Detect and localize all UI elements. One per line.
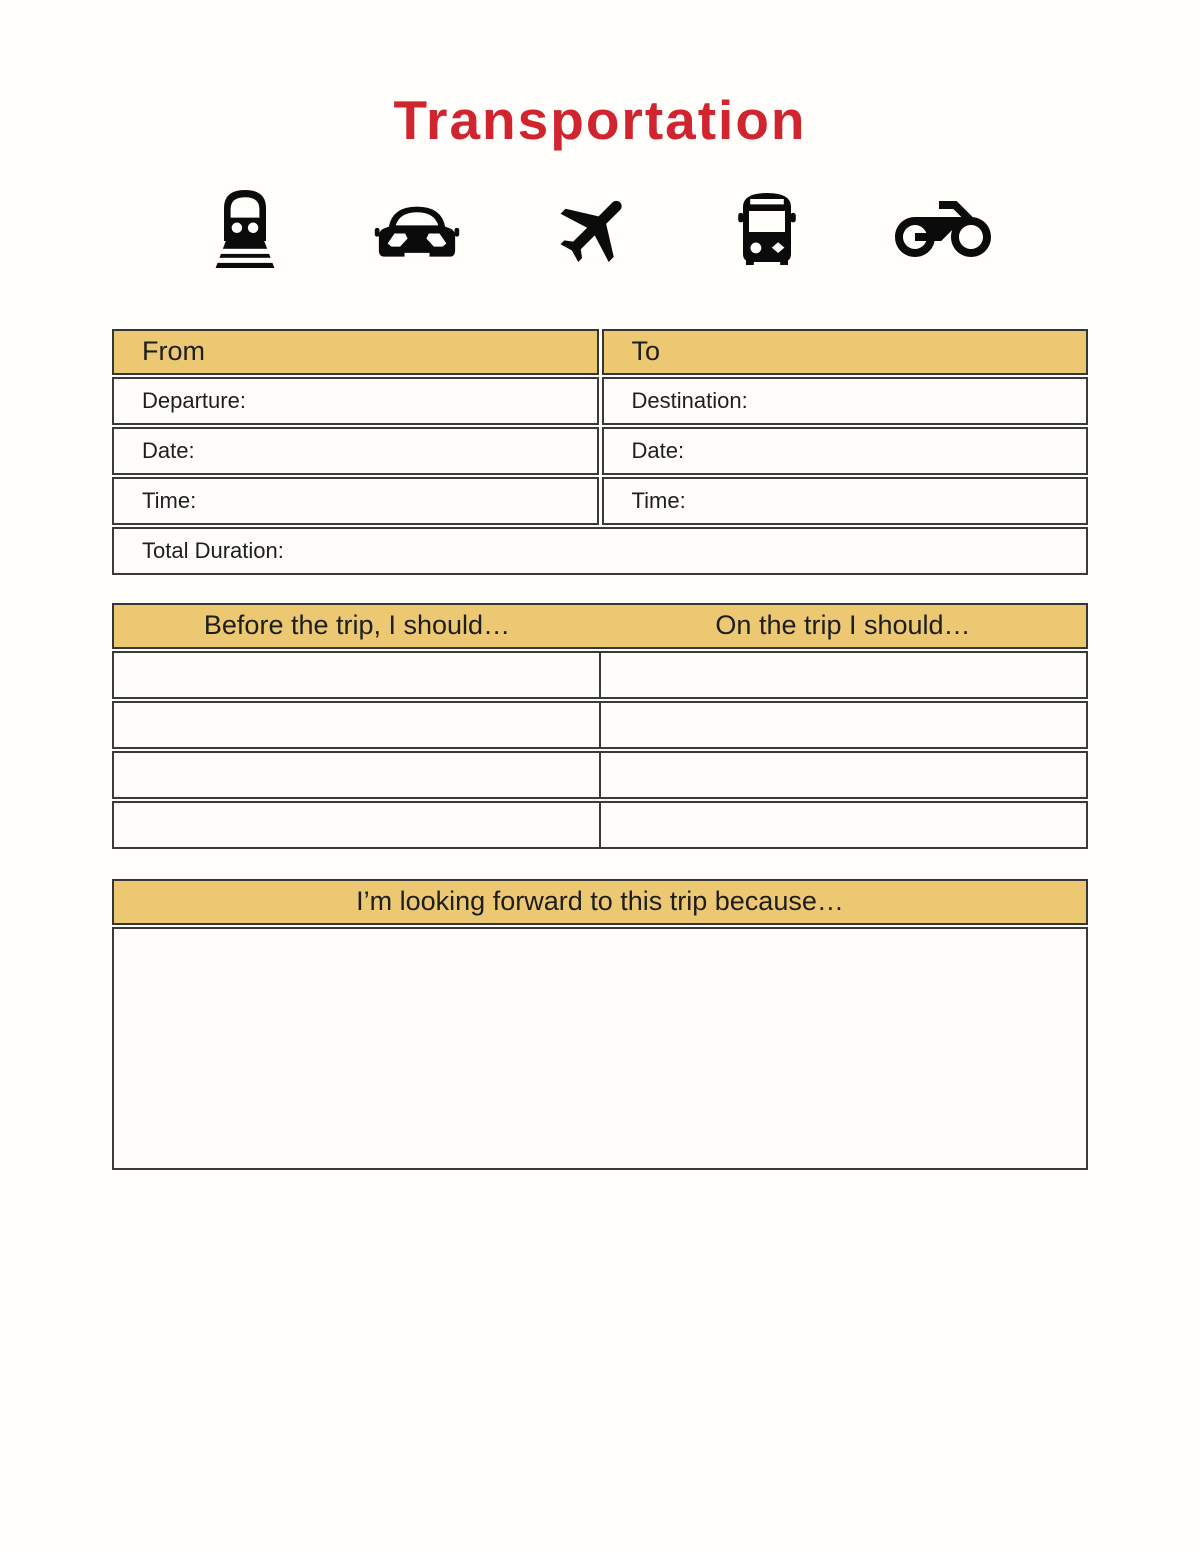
motorcycle-icon	[895, 181, 991, 277]
from-header-label: From	[142, 336, 205, 366]
departure-time-field[interactable]	[112, 477, 599, 525]
worksheet-body	[112, 329, 1088, 1170]
departure-label: Departure:	[142, 387, 246, 413]
total-duration-label: Total Duration:	[142, 537, 284, 563]
checklist-table	[112, 603, 1088, 849]
on-trip-entry-4[interactable]	[599, 803, 1086, 847]
before-trip-entry-2[interactable]	[114, 703, 599, 747]
to-header-label: To	[631, 336, 661, 366]
transport-icons-row	[0, 183, 1200, 275]
departure-field[interactable]	[112, 377, 599, 425]
airplane-icon	[553, 186, 639, 272]
arrival-time-label: Time:	[631, 487, 686, 513]
before-trip-entry-1[interactable]	[114, 653, 599, 697]
reflection-section	[112, 879, 1088, 1170]
destination-field[interactable]	[602, 377, 1089, 425]
checklist-row	[112, 801, 1088, 849]
from-column	[112, 329, 599, 527]
train-icon	[209, 187, 281, 271]
arrival-date-field[interactable]	[602, 427, 1089, 475]
bus-icon	[731, 190, 803, 268]
departure-time-label: Time:	[142, 487, 197, 513]
before-trip-entry-4[interactable]	[114, 803, 599, 847]
to-header	[602, 329, 1089, 375]
reflection-entry[interactable]	[112, 927, 1088, 1170]
destination-label: Destination:	[631, 387, 748, 413]
reflection-header	[112, 879, 1088, 925]
departure-date-label: Date:	[142, 437, 195, 463]
before-trip-header: Before the trip, I should…	[203, 610, 511, 640]
route-table	[112, 329, 1088, 575]
page-title: Transportation	[393, 89, 807, 151]
checklist-header	[112, 603, 1088, 649]
on-trip-entry-2[interactable]	[599, 703, 1086, 747]
arrival-time-field[interactable]	[602, 477, 1089, 525]
reflection-header-label: I’m looking forward to this trip because…	[356, 886, 844, 916]
before-trip-entry-3[interactable]	[114, 753, 599, 797]
arrival-date-label: Date:	[631, 437, 685, 463]
to-column	[602, 329, 1089, 527]
checklist-row	[112, 701, 1088, 749]
departure-date-field[interactable]	[112, 427, 599, 475]
total-duration-field[interactable]	[112, 527, 1088, 575]
from-header	[112, 329, 599, 375]
on-trip-entry-1[interactable]	[599, 653, 1086, 697]
on-trip-header: On the trip I should…	[715, 610, 971, 640]
checklist-row	[112, 651, 1088, 699]
checklist-row	[112, 751, 1088, 799]
car-icon	[373, 191, 461, 266]
on-trip-entry-3[interactable]	[599, 753, 1086, 797]
